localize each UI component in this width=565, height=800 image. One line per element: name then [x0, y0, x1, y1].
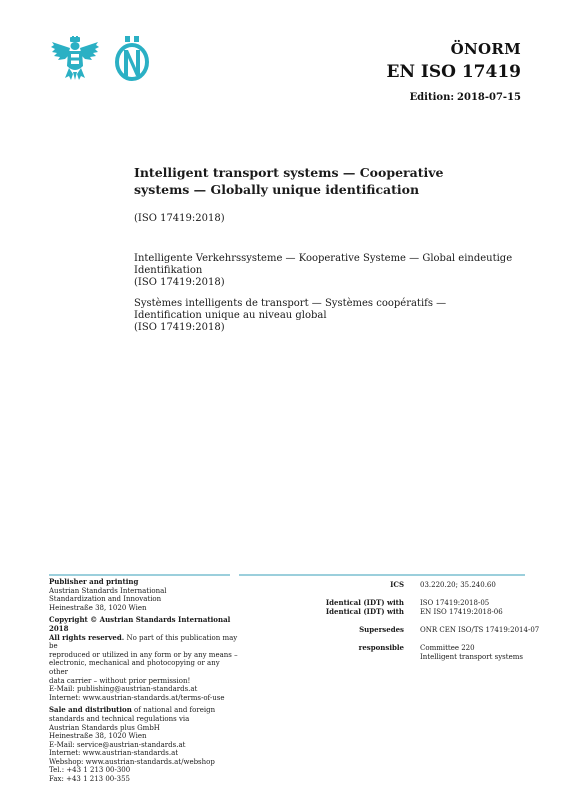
rights-line: reproduced or utilized in any form or by any means –: [49, 650, 238, 659]
fax: Fax: +43 1 213 00-355: [49, 775, 130, 784]
telephone: Tel.: +43 1 213 00-300: [49, 766, 131, 775]
webshop: Webshop: www.austrian-standards.at/webshop: [49, 757, 215, 766]
austrian-standards-logo: [114, 36, 150, 82]
publisher-email: E-Mail: publishing@austrian-standards.at: [49, 685, 198, 694]
rights-bold: All rights reserved.: [49, 632, 125, 642]
sale-text: of national and foreign: [131, 706, 216, 715]
footer-divider-right: [239, 574, 525, 576]
supersedes-label: Supersedes: [359, 625, 404, 634]
sale-internet: Internet: www.austrian-standards.at: [49, 749, 179, 758]
committee: Committee 220: [420, 644, 475, 652]
rights-line: [49, 634, 239, 651]
french-title-line: Systèmes intelligents de transport — Systèmes coopératifs —: [134, 298, 447, 309]
rights-text: No part of this publication may be: [49, 633, 238, 651]
sale-address: Heinestraße 38, 1020 Wien: [49, 732, 147, 741]
edition: [410, 92, 521, 103]
identical-label: Identical (IDT) with: [325, 598, 404, 607]
sale-email: E-Mail: service@austrian-standards.at: [49, 740, 186, 749]
identical-value: EN ISO 17419:2018-06: [420, 607, 503, 616]
identical-value: ISO 17419:2018-05: [420, 599, 490, 607]
sale-bold: Sale and distribution: [49, 705, 132, 715]
logo-group: [50, 36, 150, 82]
german-title-reference: (ISO 17419:2018): [134, 277, 225, 288]
sale-line: standards and technical regulations via: [49, 714, 190, 723]
rights-line: data carrier – without prior permission!: [49, 676, 191, 685]
french-title-reference: (ISO 17419:2018): [134, 322, 225, 333]
german-title-line: Identifikation: [134, 265, 203, 276]
ics-label: ICS: [390, 580, 404, 589]
edition-label: Edition:: [409, 92, 455, 103]
publisher-internet: Internet: www.austrian-standards.at/terms-of-use: [49, 693, 225, 702]
identical-label: Identical (IDT) with: [325, 606, 404, 616]
german-title: [134, 253, 524, 289]
ics-value: 03.220.20; 35.240.60: [420, 581, 496, 589]
publisher-name: Austrian Standards International: [49, 586, 167, 595]
supersedes-value: ONR CEN ISO/TS 17419:2014-07: [420, 626, 540, 634]
standard-code: EN ISO 17419: [386, 62, 521, 82]
edition-date: 2018-07-15: [457, 92, 521, 103]
german-title-line: Intelligente Verkehrssysteme — Kooperative Systeme — Global eindeutige: [134, 253, 513, 264]
responsible-label: responsible: [358, 643, 404, 652]
publisher-division: Standardization and Innovation: [49, 595, 162, 604]
french-title: [134, 298, 524, 334]
rights-line: electronic, mechanical and photocopying or any other: [49, 659, 220, 676]
committee-name: Intelligent transport systems: [420, 652, 523, 661]
publisher-address: Heinestraße 38, 1020 Wien: [49, 603, 147, 612]
copyright: Copyright © Austrian Standards International 2018: [49, 615, 231, 633]
document-reference: (ISO 17419:2018): [134, 213, 225, 224]
footer-divider-left: [49, 574, 230, 576]
french-title-line: Identification unique au niveau global: [134, 310, 327, 321]
sale-org: Austrian Standards plus GmbH: [49, 723, 160, 732]
sale-line: [49, 706, 239, 715]
document-title: Intelligent transport systems — Cooperative systems — Globally unique identification: [134, 165, 444, 197]
standard-name: ÖNORM: [450, 40, 521, 58]
publisher-info: [49, 578, 239, 784]
austrian-eagle-logo: [50, 36, 100, 82]
publisher-heading: Publisher and printing: [49, 577, 139, 586]
